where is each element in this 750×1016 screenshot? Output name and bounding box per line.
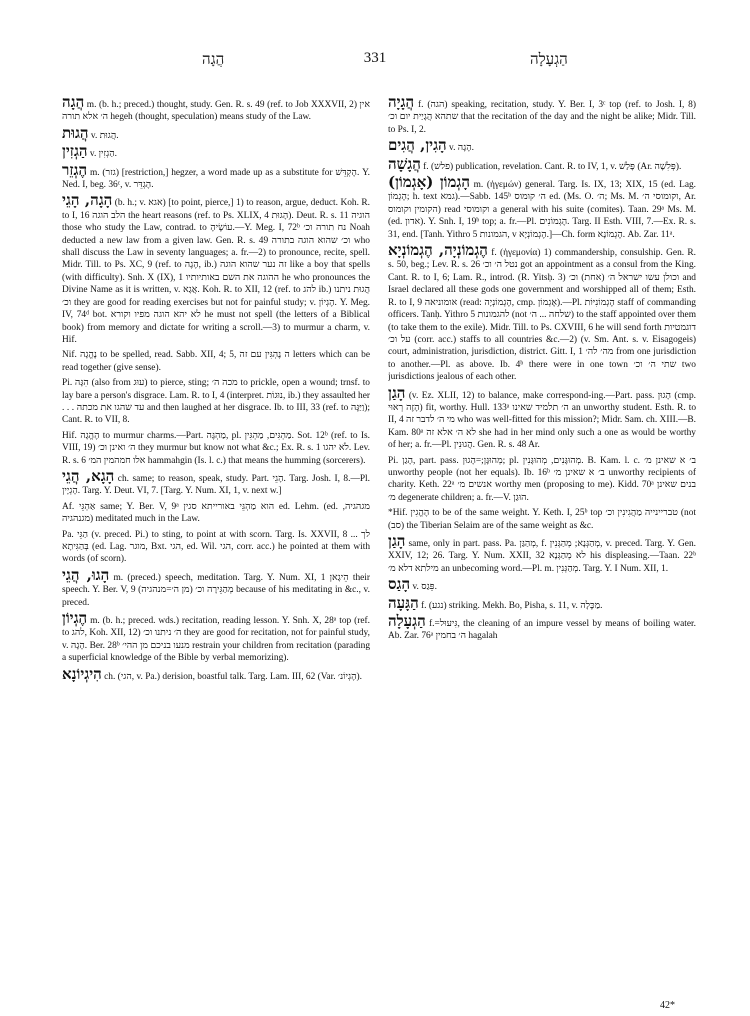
entry-definition: f. (נגע) striking. Mekh. Bo, Pisha, s. 11, v. מַכֶּלָה. (421, 600, 603, 611)
entry-headword: הֲגוּת (62, 123, 89, 142)
entry-headword: הֶגְזֵר (62, 160, 88, 179)
entry-headword: הִיגְיוֹנָא (62, 664, 102, 683)
dictionary-entry (388, 154, 696, 173)
dictionary-entry (388, 96, 696, 136)
dictionary-entry (62, 501, 370, 526)
header-right-headword: הַגְעָלָה (530, 50, 568, 68)
dictionary-entry (388, 507, 696, 532)
entry-headword: הָגַן (388, 532, 406, 550)
entry-definition: ch. same; to reason, speak, study. Part. הָגֵי. Targ. Josh. I, 8.—Pl. הָגְיָין. Targ. Y. Deut. VI, 7. [Targ. Y. Num. XI, 1, v. next w.] (62, 473, 370, 497)
entry-definition: Pa. הַגֵּי (v. preced. Pi.) to sting, to point at with scorn. Targ. Is. XXVII, 8 לך ... בְּהַגִּיתָא (ed. Lag. מוגר, Bxt. הגי, ed. Wil. הגי, corr. acc.) he pointed at them with words (of scorn). (62, 529, 370, 565)
entry-definition: Af. אַהְגֵּי same; Y. Ber. V, 9ᵃ הוא מַהְגֵּי באורייתא סגין ed. Lehm. (ed. מגהגיה, מגנהגיה) meditated much in the Law. (62, 501, 370, 525)
dictionary-entry (62, 466, 370, 498)
entry-headword: הֶגְמוֹנְיָה, הֶגְמוֹנְיָא (388, 241, 488, 260)
entry-definition: ch. (הגי, v. Pa.) derision, boastful talk. Targ. Lam. III, 62 (Var. הֶגְיוֹנ׳). (104, 671, 362, 682)
signature-mark: 42* (660, 1000, 675, 1011)
entry-definition: (v. Ez. XLII, 12) to balance, make correspond-ing.—Part. pass. הָגוּן (cmp. הָזֶה רְאוּי) fit, worthy. Hull. 133ᵃ ה׳ תלמיד שאינו an unworthy student. Esth. R. to II, 4 מי ה׳ לדבר זה who was well-fitted for this mission?; Midr. Sam. ch. XIII.—B. Kam. 80ᵃ לא ה׳ אלא זה she had in her mind only such a one as would be worthy of her; a. fr.—Pl. הֲגוּנִין. Gen. R. s. 48 Ar. (388, 390, 696, 451)
dictionary-entry (62, 142, 370, 161)
dictionary-entry (62, 160, 370, 192)
entry-definition: (b. h.; v. אגא) [to point, pierce,] 1) to reason, argue, deduct. Koh. R. to I, 16 הלב הוגה the heart reasons (ref. to Ps. XLIX, 4 הָגוּת). Deut. R. s. 11 הוגיה those who study the Law, contrad. to עוֹשֶׂיהָ.—Y. Meg. I, 72ᵇ נח תורה וכ׳ Noah deducted a new law from a given law. Gen. R. s. 49 וכ׳ שהוא הוגה בתורה who shall discuss the Law in seventy languages; a. fr.—2) to pronounce, recite, spell. Midr. Till. to Ps. XC, 9 (ref. to הֶגֶה, ib.) זה נער שהוא הוגה like a boy that spells (with difficulty). Snh. X (IX), 1 ההוגה את השם באותיותיו he who pronounces the Divine Name as it is written, v. אֲגָא. Koh. R. to XII, 12 (ref. to להג ib.) הֲגוּת ניתנו וכ׳ they are good for reading exercises but not for painful study; v. הֶגְיוֹן. Y. Meg. IV, 74ᵈ bot. לא יהא הוגה מפיו וקורא he must not spell (the letters of a Biblical book) from memory and dictate for writing a scroll.—3) to murmur a charm, v. Hif. (62, 198, 370, 345)
dictionary-entry (388, 455, 696, 505)
running-header (0, 50, 750, 74)
entry-definition: v. הַגְזִין. (89, 149, 117, 160)
entry-definition: Nif. נֶהֱגָה to be spelled, read. Sabb. XII, 4; 5, ה נֶהְגִּין עם זה letters which can be read together (give sense). (62, 350, 370, 373)
entry-definition: m. (b. h.; preced.) thought, study. Gen. R. s. 49 (ref. to Job XXXVII, 2) אין ה׳ אלא תורה hegeh (thought, speculation) means study of the Law. (62, 100, 370, 123)
entry-headword: הָגִין, הֲגִים (388, 136, 447, 155)
dictionary-entry (62, 609, 370, 665)
entry-headword: הָגַן (388, 383, 406, 402)
dictionary-entry (62, 377, 370, 427)
dictionary-entry (62, 349, 370, 374)
header-left-headword: הֲגָה (202, 50, 225, 68)
entry-definition: Hif. הֶהֱגָה to murmur charms.—Part. מַהְגֶּה, pl. מַהְגִּים, מַהְגִּין. Sot. 12ᵇ (ref. to Is. VIII, 19) ה׳ ואינן וכ׳ they murmur but know not what &c.; Ex. R. s. 1 לֹא יהגו. Lev. R. s. 6 אלו חמהמין המ׳ hammahgin (Is. l. c.) that means the humming (sorcerers). (62, 430, 370, 466)
dictionary-entry (62, 529, 370, 566)
entry-definition: Pi. הִגָּה (also from עוּג) to pierce, sting; מכה ה׳ to prickle, open a wound; trnsf. to lay bare a person's disgrace. Lam. R. to I, 4 (interpret. נוּגוֹת, ib.) they assaulted her . . . עד שהגו את מכתה and then laughed at her disgrace. Ib. to III, 33 (ref. to וַיַּגֶּה); Cant. R. to VII, 8. (62, 378, 370, 426)
entry-headword: הָגוּ, הֲגֵי (62, 565, 110, 584)
entry-headword: הֲגָיָה (388, 96, 415, 111)
dictionary-entry (388, 241, 696, 383)
entry-headword: הַגְזִין (62, 142, 88, 161)
entry-headword: הֶגְיוֹן (62, 609, 88, 628)
entry-definition: *Hif. הֶהֱגִין to be of the same weight. Y. Keth. I, 25ᵇ top טבריינייה מַהֲגִינִין וכ׳ (not (סב) the Tiberian Selaim are of the same weight as &c. (388, 508, 696, 531)
dictionary-entry (62, 96, 370, 124)
entry-definition: f. (פלש) publication, revelation. Cant. R. to IV, 1, v. פָּלַשׁ (Ar. פְּלִשָׁה). (423, 161, 682, 172)
entry-definition: m. (preced.) speech, meditation. Targ. Y. Num. XI, 1 הֵיגָאן their speech. Y. Ber. V, 9 מְהַגֵּירָה וכ׳ (מן ה׳=מנהגיה) because of his meditating in &c., v. preced. (62, 572, 370, 608)
entry-headword: הַגְעָלָה (388, 612, 426, 631)
entry-definition: m. (b. h.; preced. wds.) recitation, reading lesson. Y. Snh. X, 28ᵃ top (ref. to להג, Koh. XII, 12) ה׳ ניתנו וכ׳ they are good for recitation, not for painful study, v. הָגָה. Ber. 28ᵇ מנעו בניכם מן ההי׳ restrain your children from recitation (parading a superficial knowledge of the Bible by verbal memorizing). (62, 616, 370, 664)
dictionary-entry (388, 575, 696, 594)
entry-definition: same, only in part. pass. Pa. מְהַגַּן, f. מְהַגְּנָא; מְהַגְּנִין, v. preced. Targ. Y. Gen. XXIV, 12; 26. Targ. Y. Num. XXII, 32 לא מְהַגְּנָא his displeasing.—Taan. 22ᵇ מילתא דלא מ׳ an unbecoming word.—Pl. m. מְהַגְּנִין. Targ. Y. I Num. XII, 1. (388, 539, 696, 574)
entry-headword: הֲגָה (62, 96, 85, 111)
entry-headword: הָגְמוֹן (אָגְמוֹן) (388, 173, 470, 192)
dictionary-entry (62, 430, 370, 467)
entry-definition: m. (גזר) [restriction,] hegzer, a word made up as a substitute for הֶקְדֵּשׁ. Y. Ned. I, beg. 36ᶜ, v. הֶגְדֵּר. (62, 167, 370, 191)
entry-definition: f. (הגה) speaking, recitation, study. Y. Ber. I, 3ᶜ top (ref. to Josh. I, 8) שתהא הֲגָיַית יום וכ׳ that the recitation of the day and the night be alike; Midr. Till. to Ps. I, 2. (388, 100, 696, 135)
entry-headword: הָגַס (388, 575, 411, 594)
right-column (388, 96, 696, 1001)
dictionary-entry (388, 136, 696, 155)
page-number: 331 (363, 50, 387, 66)
entry-headword: הָגָא, הֲגֵי (62, 466, 115, 485)
dictionary-entry (388, 612, 696, 643)
entry-headword: הֲגָשָׁה (388, 154, 421, 173)
entry-definition: v. הָגָה. (449, 143, 474, 154)
entry-definition: m. (ἡγεμών) general. Targ. Is. IX, 13; XIX, 15 (ed. Lag. הֶגְמוֹן; h. text גמא).—Sabb. 145ᵇ ה׳ קומוס ed. (Ms. O. ה׳; Ms. M. וקומוסי ה׳, Ar. הקומין וקומוס) read וקומוסי a general with his suite (comites). Taan. 29ᵃ Ms. M. (ed. אדון). Y. Snh. I, 19ᵇ top; a. fr.—Pl. הֶגְמוֹנִים. Targ. II Esth. VIII, 7.—Ex. R. s. 31, end. [Tanh. Yithro 5 הגמונות, v הֶגְמוֹנְיָא.]—Ch. form הֶגְמוֹנָא. Ab. Zar. 11ᵃ. (388, 180, 696, 240)
dictionary-entry (388, 383, 696, 452)
dictionary-entry (388, 593, 696, 612)
dictionary-entry (62, 123, 370, 142)
entry-definition: f.=גִּיעוּל, the cleaning of an impure vessel by means of boiling water. Ab. Zar. 76ᵃ ה׳ בחמין hagalah (388, 619, 696, 642)
dictionary-entry (388, 173, 696, 241)
left-column (62, 96, 370, 1001)
dictionary-entry (62, 565, 370, 609)
entry-definition: v. הֲגוּת. (90, 130, 119, 141)
entry-definition: f. (ἡγεμονία) 1) commandership, consulship. Gen. R. s. 50, beg.; Lev. R. s. 26 נטל ה׳ וכ׳ got an appointment as a consul from the King. Cant. R. to I, 6; Lam. R., introd. (R. Yitsḥ. 3) וכולן עשו ישראל ה׳ (אחת) וכ׳ and Israel declared all these gods one government and worshipped all of them; Esth. R. to I, 9 אומוניאה (read: הֶגְמוֹנְיָה, cmp. אֶגְמוֹן).—Pl. הֶגְמוֹנִיּוֹת staff of commanding officers. Tanḥ. Yithro 5 להגמונות (not שלחה ... ה׳) to the staff appointed over them (to take them to the exile). Midr. Till. to Ps. CXVIII, 6 he will send forth דוגמטיות על וכ׳ (corr. acc.) staffs to all countries &c.—2) (v. Sm. Ant. s. v. Eisagogeis) court, administration, jurisdiction, district. Gitt. I, 1 מה׳ לה׳ from one jurisdiction to another.—Pl. as above. Ib. 4ᵇ there were in one town שתי ה׳ וכ׳ two jurisdictions jealous of each other. (388, 248, 696, 383)
entry-definition: v. פֵּגַס. (412, 582, 437, 593)
dictionary-entry (388, 532, 696, 575)
entry-definition: Pi. הָגַן, part. pass. מְהוּגָּן;=הָגוּן; pl. מְהוּגָּנִים, מְהוּגָּנִין. B. Kam. l. c. ב׳ א שאינן מ׳ unworthy people (not her equals). Ib. 16ᵇ ב׳ א שאינן מ׳ unworthy recipients of charity. Keth. 22ᵃ אנשים מ׳ worthy men (proposing to me). Kidd. 70ᵃ בנים שאינן מ׳ degenerate children; a. fr.—V. הוּגַן. (388, 455, 696, 503)
entry-headword: הָגָה, הָגֵי (62, 191, 113, 210)
entry-headword: הַגָּעָה (388, 593, 419, 612)
dictionary-entry (62, 191, 370, 346)
dictionary-entry (62, 664, 370, 683)
